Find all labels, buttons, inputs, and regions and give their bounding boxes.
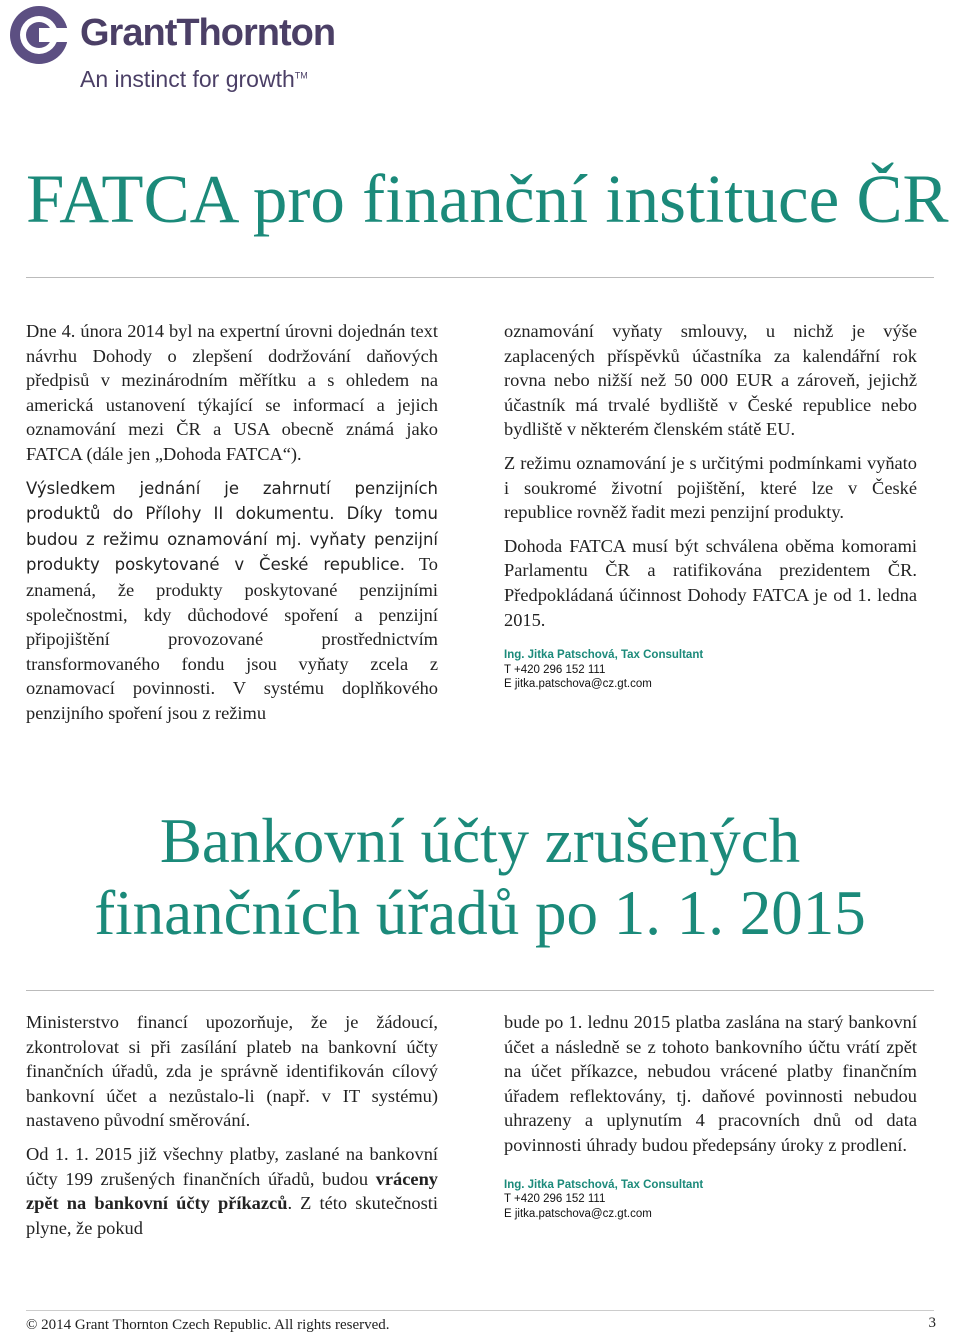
- logo-tagline-text: An instinct for growth: [80, 66, 295, 92]
- page-number: 3: [928, 1315, 936, 1331]
- article2-paragraph-2: [26, 1142, 438, 1240]
- footer-divider: [26, 1310, 934, 1311]
- contact-phone: T +420 296 152 111: [504, 1193, 606, 1206]
- contact-phone: T +420 296 152 111: [504, 663, 606, 676]
- logo-tagline: [80, 66, 308, 93]
- contact-email: E jitka.patschova@cz.gt.com: [504, 1207, 652, 1220]
- footer-copyright: © 2014 Grant Thornton Czech Republic. All rights reserved.: [26, 1317, 390, 1333]
- article2-right-column: [504, 1010, 917, 1221]
- article1-paragraph-1: Dne 4. února 2014 byl na expertní úrovni dojednán text návrhu Dohody o zlepšení dodržování daňových předpisů v mezinárodním měřítku a s ohledem na americká ustanovení týkající se informací a jejich oznamování mezi ČR a USA obecně známá jako FATCA (dále jen „Dohoda FATCA“).: [26, 321, 438, 464]
- page-title: FATCA pro finanční instituce ČR: [26, 161, 949, 237]
- article1-paragraph-4: Z režimu oznamování je s určitými podmínkami vyňato i soukromé životní pojištění, které lze v České republice rovněž řadit mezi penzijní produkty.: [504, 452, 917, 523]
- article2-paragraph-2-end: . Z této skutečnosti plyne, že pokud: [26, 1193, 438, 1238]
- contact-name: Ing. Jitka Patschová, Tax Consultant: [504, 1178, 704, 1191]
- grant-thornton-logo-mark-icon: [8, 4, 70, 66]
- article1-right-column: [504, 319, 917, 692]
- article2-paragraph-1: Ministerstvo financí upozorňuje, že je žádoucí, zkontrolovat si při zasílání plateb na bankovní účty finančních úřadů, zda je správně identifikován cílový bankovní účet a nezůstalo-li (např. v IT systému) nastaveno původní směrování.: [26, 1012, 438, 1131]
- article1-contact: [504, 648, 917, 692]
- article2-contact: [504, 1178, 917, 1222]
- logo-wordmark: GrantThornton: [80, 12, 336, 54]
- article2-paragraph-2-start: Od 1. 1. 2015 již všechny platby, zaslané na bankovní účty 199 zrušených finančních úřadů, budou: [26, 1143, 438, 1189]
- article1-paragraph-3: oznamování vyňaty smlouvy, u nichž je výše zaplacených příspěvků účastníka za kalendářní rok rovna nebo nižší než 50 000 EUR a zároveň, jejichž účastník má trvalé bydliště v České republice nebo bydliště v některém členském státě EU.: [504, 321, 917, 440]
- article2-divider: [26, 990, 934, 991]
- article1-paragraph-2-rest: To znamená, že produkty poskytované penzijními společnostmi, kdy důchodové spoření a penzijní připojištění provozované prostřednictvím transformovaného fondu jsou vyňaty zcela z oznamovací povinnosti. V systému doplňkového penzijního spoření jsou z režimu: [26, 554, 438, 723]
- title-divider: [26, 277, 934, 278]
- article2-paragraph-2-bold: vráceny zpět na bankovní účty příkazců: [26, 1168, 438, 1214]
- grant-thornton-logo: [8, 4, 336, 96]
- article2-heading-line-2: finančních úřadů po 1. 1. 2015: [94, 878, 866, 948]
- article1-paragraph-5: Dohoda FATCA musí být schválena oběma komorami Parlamentu ČR a ratifikována prezidentem ČR. Předpokládaná účinnost Dohody FATCA je od 1. ledna 2015.: [504, 535, 917, 630]
- article1-paragraph-2: [26, 476, 438, 726]
- article2-paragraph-3: bude po 1. lednu 2015 platba zaslána na starý bankovní účet a následně se z tohoto bankovního účtu vrátí zpět na účet příkazce, nebudou vrácené platby finančním úřadem reflektovány, tj. daňové povinnosti nebudou uhrazeny a uplynutím 4 pracovních dnů od data povinnosti úhrady budou předepsány úroky z prodlení.: [504, 1012, 917, 1155]
- contact-email: E jitka.patschova@cz.gt.com: [504, 678, 652, 691]
- contact-name: Ing. Jitka Patschová, Tax Consultant: [504, 649, 704, 662]
- article1-left-column: [26, 319, 438, 726]
- article2-heading: [0, 805, 960, 949]
- article2-left-column: [26, 1010, 438, 1240]
- logo-trademark: TM: [294, 70, 308, 81]
- article1-paragraph-2-lead: Výsledkem jednání je zahrnutí penzijních produktů do Přílohy II dokumentu. Díky tomu budou z režimu oznamování mj. vyňaty penzijní produkty poskytované v České republice.: [26, 478, 438, 575]
- article2-heading-line-1: Bankovní účty zrušených: [159, 806, 801, 876]
